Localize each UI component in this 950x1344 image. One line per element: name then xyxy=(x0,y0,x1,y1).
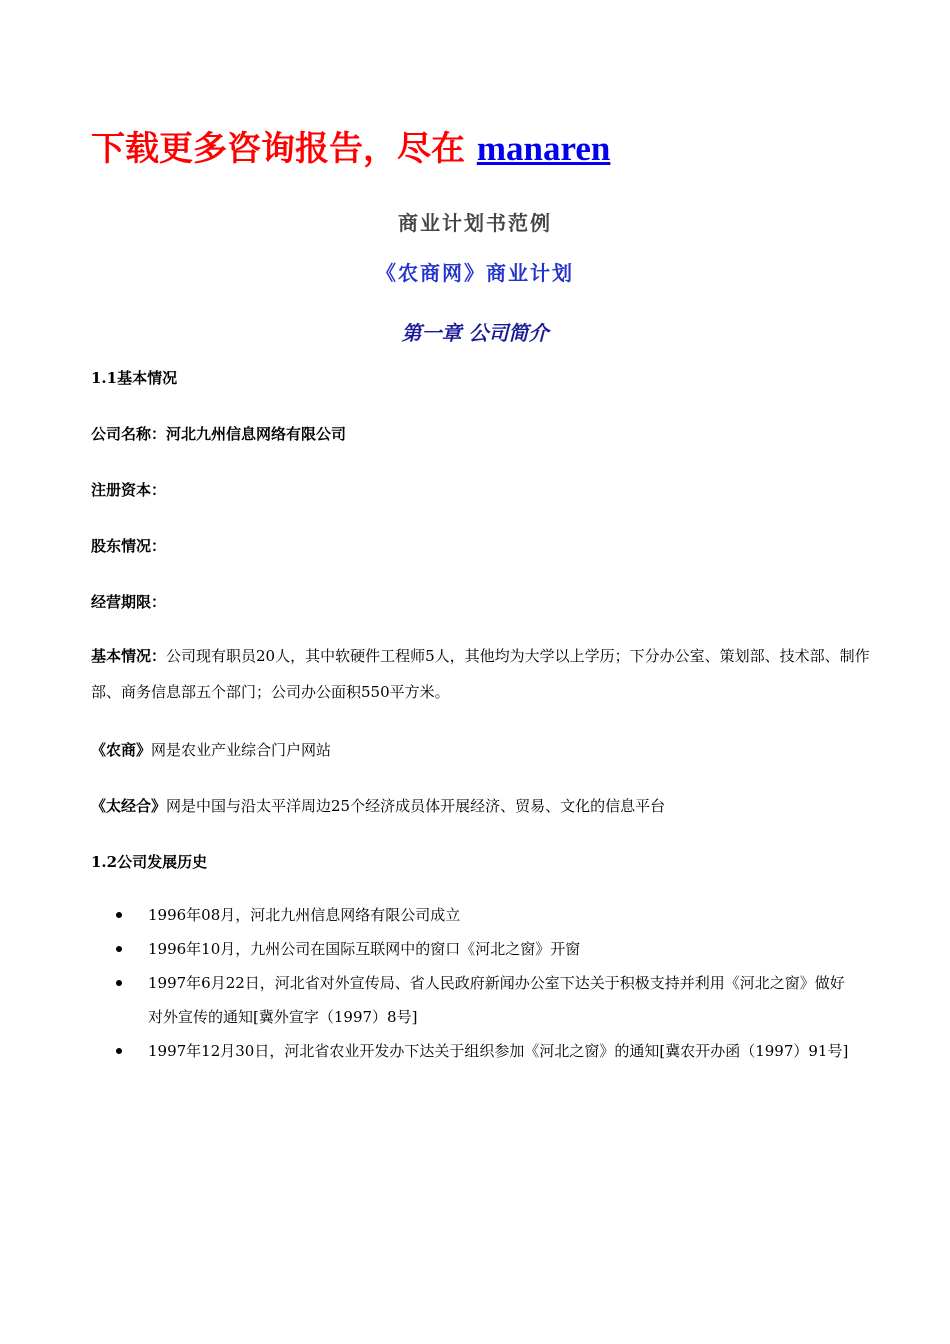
nongshang-desc: 网是农业产业综合门户网站 xyxy=(151,741,332,759)
nongshang-line xyxy=(91,740,331,760)
section-heading-history: 1.2公司发展历史 xyxy=(91,853,208,871)
document-title: 商业计划书范例 xyxy=(398,211,552,235)
company-name-value: 河北九州信息网络有限公司 xyxy=(166,425,347,443)
banner-link[interactable]: manaren xyxy=(476,129,611,168)
list-item xyxy=(116,1034,856,1068)
bullet-icon xyxy=(116,946,122,952)
shareholders-label: 股东情况： xyxy=(91,537,167,555)
list-item xyxy=(116,966,856,1034)
company-name-label: 公司名称： xyxy=(91,425,167,443)
company-name-row xyxy=(91,424,346,444)
basic-info-label: 基本情况： xyxy=(91,647,167,665)
banner-text: 下载更多咨询报告，尽在 xyxy=(91,129,477,169)
download-banner xyxy=(91,124,610,174)
list-item xyxy=(116,932,856,966)
taijinghe-desc: 网是中国与沿太平洋周边25个经济成员体开展经济、贸易、文化的信息平台 xyxy=(166,797,666,815)
bullet-icon xyxy=(116,980,122,986)
bullet-icon xyxy=(116,1048,122,1054)
history-item-text: 1997年6月22日，河北省对外宣传局、省人民政府新闻办公室下达关于积极支持并利用《河北之窗》做好对外宣传的通知[冀外宣字（1997）8号] xyxy=(148,974,845,1026)
taijinghe-name: 《太经合》 xyxy=(91,797,167,815)
basic-info-paragraph xyxy=(91,638,871,710)
section-heading-basic: 1.1基本情况 xyxy=(91,369,178,387)
nongshang-name: 《农商》 xyxy=(91,741,152,759)
history-item-text: 1996年08月，河北九州信息网络有限公司成立 xyxy=(148,906,461,924)
history-item-text: 1996年10月，九州公司在国际互联网中的窗口《河北之窗》开窗 xyxy=(148,940,581,958)
plan-subtitle: 《农商网》商业计划 xyxy=(376,261,574,285)
chapter-heading: 第一章 公司简介 xyxy=(401,321,549,345)
taijinghe-line xyxy=(91,796,665,816)
business-term-label: 经营期限： xyxy=(91,593,167,611)
list-item xyxy=(116,898,856,932)
history-list xyxy=(116,898,856,1068)
basic-info-text: 公司现有职员20人，其中软硬件工程师5人，其他均为大学以上学历；下分办公室、策划部、技术部、制作部、商务信息部五个部门；公司办公面积550平方米。 xyxy=(91,647,870,701)
bullet-icon xyxy=(116,912,122,918)
registered-capital-label: 注册资本： xyxy=(91,481,167,499)
history-item-text: 1997年12月30日，河北省农业开发办下达关于组织参加《河北之窗》的通知[冀农开办函（1997）91号] xyxy=(148,1042,849,1060)
